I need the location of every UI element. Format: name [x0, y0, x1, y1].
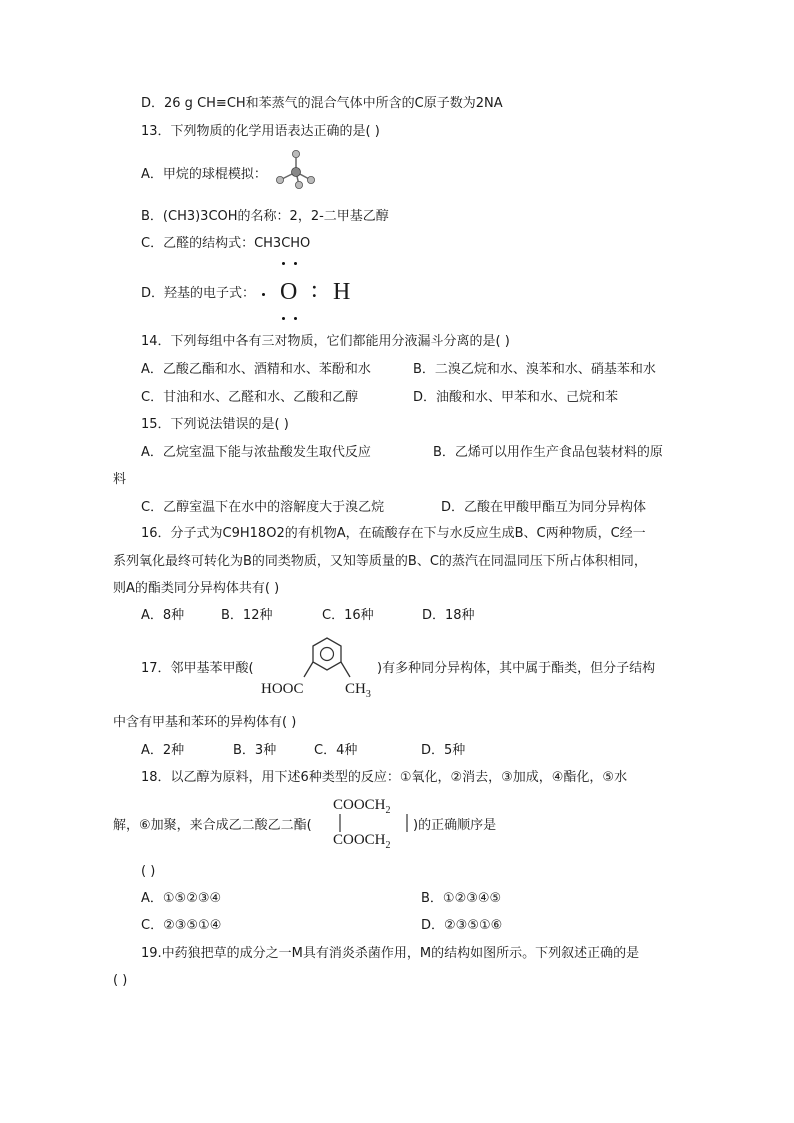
o-toluic-acid-structure — [290, 636, 370, 686]
electron-pair: : — [311, 277, 318, 303]
q16-stem-line3: 则A的酯类同分异构体共有( ) — [113, 581, 280, 596]
q17-stem-line2: 中含有甲基和苯环的异构体有( ) — [113, 715, 297, 730]
q14-option-c: C．甘油和水、乙醛和水、乙酸和乙醇 — [141, 390, 359, 405]
q18-stem-pre: 解，⑥加聚，来合成乙二酸乙二酯( — [113, 818, 312, 833]
q17-option-a: A．2种 — [141, 743, 185, 758]
q19-stem-line1: 19.中药狼把草的成分之一M具有消炎杀菌作用，M的结构如图所示。下列叙述正确的是 — [141, 946, 640, 961]
q19-stem-line2: ( ) — [113, 973, 128, 988]
q17-stem-pre: 17．邻甲基苯甲酸( — [141, 661, 254, 676]
q18-stem-post: )的正确顺序是 — [413, 818, 497, 833]
q15-option-b-cont: 料 — [113, 472, 127, 487]
q16-option-a: A．8种 — [141, 608, 185, 623]
q17-option-d: D．5种 — [421, 743, 466, 758]
methane-ball-stick-model — [270, 148, 322, 192]
q14-stem: 14．下列每组中各有三对物质，它们都能用分液漏斗分离的是( ) — [141, 334, 510, 349]
ester-bottom-group: $COOCH_2$ — [333, 832, 391, 851]
methyl-group-label: $CH_3$ — [345, 681, 371, 700]
q17-option-b: B．3种 — [233, 743, 277, 758]
q16-option-b: B．12种 — [221, 608, 273, 623]
carboxyl-group-label: HOOC — [261, 681, 304, 697]
q13-option-d: D．羟基的电子式： — [141, 286, 256, 301]
q15-option-b: B．乙烯可以用作生产食品包装材料的原 — [433, 445, 663, 460]
oxygen-symbol: O — [280, 279, 298, 305]
q13-option-b: B．(CH3)3COH的名称：2，2-二甲基乙醇 — [141, 209, 389, 224]
q15-stem: 15．下列说法错误的是( ) — [141, 417, 289, 432]
ester-top-group: $COOCH_2$ — [333, 797, 391, 816]
q14-option-b: B．二溴乙烷和水、溴苯和水、硝基苯和水 — [413, 362, 656, 377]
q18-option-d: D．②③⑤①⑥ — [421, 918, 503, 933]
q14-option-a: A．乙酸乙酯和水、酒精和水、苯酚和水 — [141, 362, 371, 377]
q12-option-d: D．26 g CH≡CH和苯蒸气的混合气体中所含的C原子数为2NA — [141, 96, 503, 111]
q15-option-d: D．乙酸在甲酸甲酯互为同分异构体 — [441, 500, 647, 515]
q13-stem: 13．下列物质的化学用语表达正确的是( ) — [141, 124, 380, 139]
q18-option-a: A．①⑤②③④ — [141, 891, 222, 906]
hydrogen-symbol: H — [333, 279, 351, 305]
q18-option-c: C．②③⑤①④ — [141, 918, 222, 933]
q18-stem-line1: 18．以乙醇为原料，用下述6种类型的反应：①氧化，②消去，③加成，④酯化，⑤水 — [141, 770, 628, 785]
q16-stem-line2: 系列氧化最终可转化为B的同类物质，又知等质量的B、C的蒸汽在同温同压下所占体积相同， — [113, 554, 647, 569]
q15-option-c: C．乙醇室温下在水中的溶解度大于溴乙烷 — [141, 500, 385, 515]
q18-option-b: B．①②③④⑤ — [421, 891, 502, 906]
q16-stem-line1: 16．分子式为C9H18O2的有机物A，在硫酸存在下与水反应生成B、C两种物质，C经一 — [141, 526, 646, 541]
q13-option-c: C．乙醛的结构式：CH3CHO — [141, 236, 311, 251]
q15-option-a: A．乙烷室温下能与浓盐酸发生取代反应 — [141, 445, 371, 460]
q17-stem-post: )有多种同分异构体，其中属于酯类，但分子结构 — [377, 661, 656, 676]
q16-option-d: D．18种 — [422, 608, 475, 623]
q14-option-d: D．油酸和水、甲苯和水、己烷和苯 — [413, 390, 619, 405]
q17-option-c: C．4种 — [314, 743, 358, 758]
q16-option-c: C．16种 — [322, 608, 374, 623]
q18-answer-paren: ( ) — [141, 864, 156, 879]
q13-option-a: A．甲烷的球棍模拟： — [141, 167, 267, 182]
